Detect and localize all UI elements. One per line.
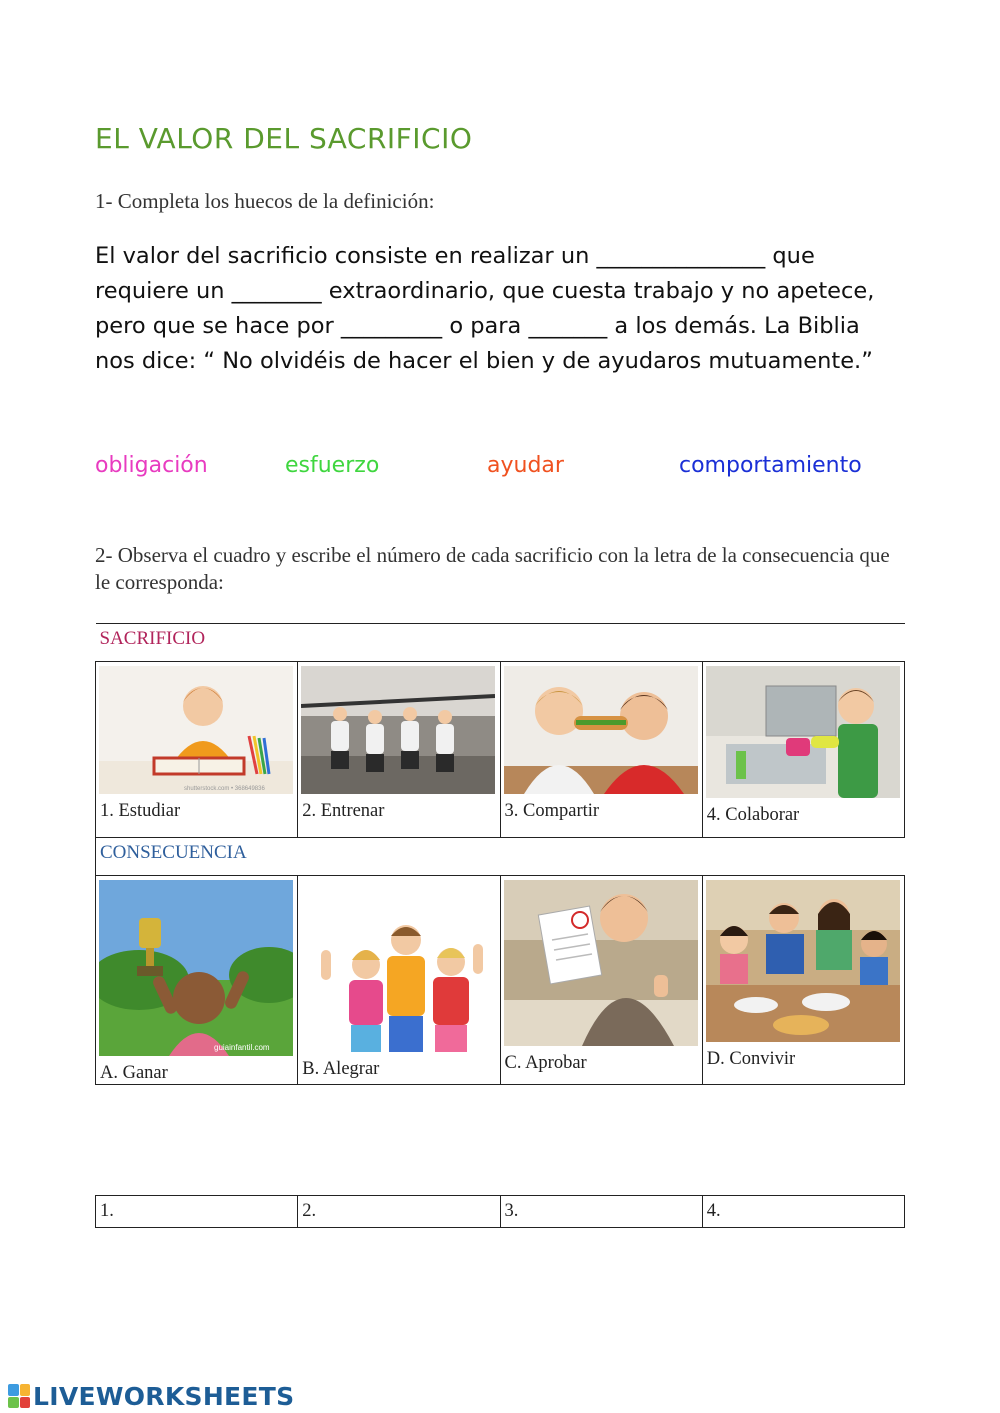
consecuencia-label-d: D. Convivir <box>706 1049 796 1069</box>
sacrificio-table <box>95 623 905 1085</box>
word-bank <box>95 453 895 483</box>
sacrificio-cell-3 <box>500 662 702 838</box>
sacrificio-label-4: 4. Colaborar <box>706 805 800 825</box>
consecuencia-header: CONSECUENCIA <box>96 838 905 876</box>
consecuencia-cell-2 <box>298 876 500 1085</box>
word-option-3[interactable]: ayudar <box>487 453 564 478</box>
consecuencia-label-c: C. Aprobar <box>504 1053 587 1073</box>
consecuencia-label-a: A. Ganar <box>100 1063 168 1083</box>
consecuencia-cell-3 <box>500 876 702 1085</box>
word-option-1[interactable]: obligación <box>95 453 208 478</box>
liveworksheets-logo[interactable] <box>8 1381 294 1411</box>
consecuencia-label-b: B. Alegrar <box>302 1059 380 1079</box>
svg-text:guiainfantil.com: guiainfantil.com <box>214 1043 270 1052</box>
sharing-sandwich-image <box>504 666 698 799</box>
winning-trophy-image <box>99 880 293 1061</box>
question-1-instruction: 1- Completa los huecos de la definición: <box>95 189 435 213</box>
logo-text: LIVEWORKSHEETS <box>33 1381 295 1411</box>
definition-text: El valor del sacrificio consiste en realizar un _______________ que requiere un ________ extraordinario, que cuesta trabajo y no apetece, pero que se hace por _________ o para _______ a los demás. La Biblia nos dice: “ No olvidéis de hacer el bien y de ayudaros mutuamente.” <box>95 243 875 374</box>
sacrificio-label-2: 2. Entrenar <box>302 801 385 821</box>
answer-table <box>95 1195 905 1228</box>
sacrificio-cell-2 <box>298 662 500 838</box>
sacrificio-label-1: 1. Estudiar <box>100 801 181 821</box>
consecuencia-cell-1 <box>96 876 298 1085</box>
question-2-instruction: 2- Observa el cuadro y escribe el número de cada sacrificio con la letra de la consecuencia que le corresponda: <box>95 543 890 594</box>
sacrificio-cell-4 <box>702 662 904 838</box>
happy-kids-image <box>301 880 495 1057</box>
answer-cell-3[interactable]: 3. <box>500 1196 702 1228</box>
logo-mark-icon <box>8 1384 30 1408</box>
sacrificio-header: SACRIFICIO <box>96 624 905 662</box>
sacrificio-label-3: 3. Compartir <box>504 801 600 821</box>
answer-cell-1[interactable]: 1. <box>96 1196 298 1228</box>
answer-cell-4[interactable]: 4. <box>702 1196 904 1228</box>
worksheet-title: EL VALOR DEL SACRIFICIO <box>95 122 473 155</box>
sacrificio-cell-1 <box>96 662 298 838</box>
consecuencia-cell-4 <box>702 876 904 1085</box>
word-option-2[interactable]: esfuerzo <box>285 453 380 478</box>
answer-cell-2[interactable]: 2. <box>298 1196 500 1228</box>
svg-text:shutterstock.com • 368649836: shutterstock.com • 368649836 <box>184 786 265 792</box>
washing-dishes-image <box>706 666 900 803</box>
family-dinner-image <box>706 880 900 1047</box>
passing-exam-image <box>504 880 698 1051</box>
word-option-4[interactable]: comportamiento <box>679 453 862 478</box>
training-kids-image <box>301 666 495 799</box>
studying-child-image <box>99 666 293 799</box>
